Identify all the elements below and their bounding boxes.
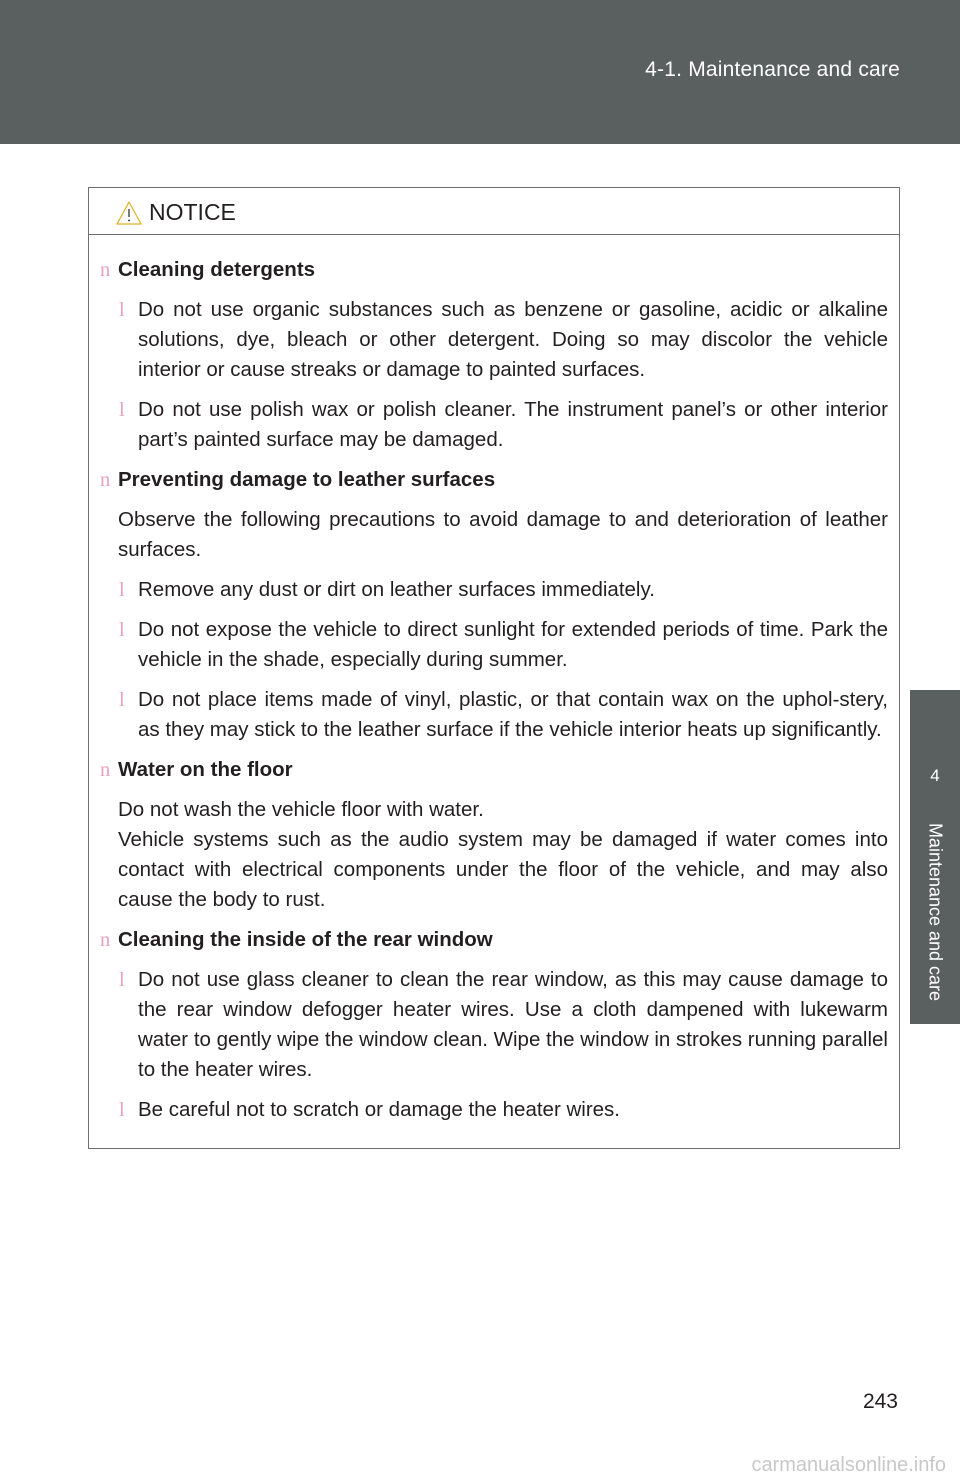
section-marker: n xyxy=(100,759,111,781)
section-paragraph: Vehicle systems such as the audio system may be damaged if water comes into contact with electrical components under the floor of the vehicle, and may also cause the body to rust. xyxy=(118,828,888,911)
section-intro: Observe the following precautions to avoid damage to and deterioration of leather surfaces. xyxy=(118,508,888,561)
section-heading: n Preventing damage to leather surfaces xyxy=(100,465,888,495)
section-heading: n Water on the floor xyxy=(100,755,888,785)
section-marker: n xyxy=(100,259,111,281)
bullet-marker: l xyxy=(119,299,125,321)
page-number: 243 xyxy=(862,1390,898,1413)
section-marker: n xyxy=(100,929,111,951)
warning-triangle-icon xyxy=(115,200,143,226)
bullet-item: l Do not use organic substances such as benzene or gasoline, acidic or alkaline solutions, dye, bleach or other detergent. Doing so may discolor the vehicle interior or cause streaks or damage to painted surfaces. xyxy=(100,295,888,385)
watermark-text: carmanualsonline.info xyxy=(751,1454,946,1476)
chapter-label: Maintenance and care xyxy=(925,822,946,1002)
bullet-marker: l xyxy=(119,399,125,421)
chapter-number: 4 xyxy=(930,766,940,785)
section-heading: n Cleaning detergents xyxy=(100,255,888,285)
section-paragraph: Do not wash the vehicle floor with water. xyxy=(118,798,484,821)
notice-header xyxy=(89,188,899,235)
section-title: 4-1. Maintenance and care xyxy=(645,58,900,81)
bullet-marker: l xyxy=(119,1099,125,1121)
notice-box xyxy=(88,187,900,1149)
notice-content xyxy=(89,235,899,1125)
section-marker: n xyxy=(100,469,111,491)
bullet-marker: l xyxy=(119,619,125,641)
chapter-tab xyxy=(910,690,960,1024)
bullet-item: l Remove any dust or dirt on leather surfaces immediately. xyxy=(100,575,888,605)
bullet-item: l Do not use polish wax or polish cleaner. The instrument panel’s or other interior part’s painted surface may be damaged. xyxy=(100,395,888,455)
bullet-item: l Be careful not to scratch or damage the heater wires. xyxy=(100,1095,888,1125)
header-band xyxy=(0,0,960,144)
bullet-marker: l xyxy=(119,689,125,711)
section-heading: n Cleaning the inside of the rear window xyxy=(100,925,888,955)
notice-title: NOTICE xyxy=(149,199,236,225)
bullet-item: l Do not use glass cleaner to clean the rear window, as this may cause damage to the rear window defogger heater wires. Use a cloth dampened with lukewarm water to gently wipe the window clean. Wipe the window in strokes running parallel to the heater wires. xyxy=(100,965,888,1085)
bullet-item: l Do not place items made of vinyl, plastic, or that contain wax on the uphol-stery, as they may stick to the leather surface if the vehicle interior heats up significantly. xyxy=(100,685,888,745)
bullet-marker: l xyxy=(119,579,125,601)
bullet-marker: l xyxy=(119,969,125,991)
bullet-item: l Do not expose the vehicle to direct sunlight for extended periods of time. Park the vehicle in the shade, especially during summer. xyxy=(100,615,888,675)
